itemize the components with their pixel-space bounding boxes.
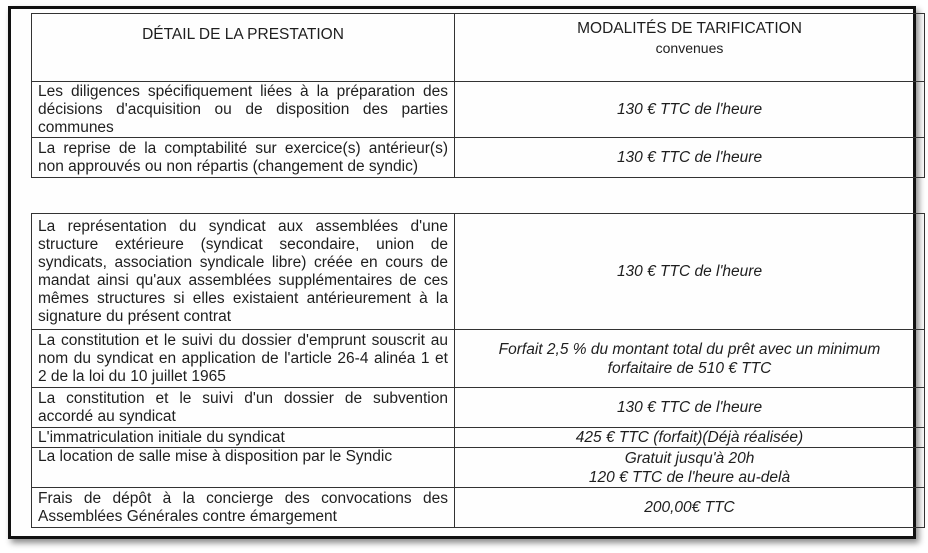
row-price: 200,00€ TTC <box>455 488 925 528</box>
pricing-table-top <box>31 13 925 178</box>
table-row <box>32 388 925 428</box>
table-row <box>32 138 925 178</box>
table-row <box>32 448 925 488</box>
row-description: L'immatriculation initiale du syndicat <box>32 428 455 448</box>
row-price: 425 € TTC (forfait)(Déjà réalisée) <box>455 428 925 448</box>
row-description: La constitution et le suivi d'un dossier de subvention accordé au syndicat <box>32 388 455 428</box>
table-row <box>32 330 925 388</box>
table-row <box>32 82 925 138</box>
document-frame <box>8 6 916 539</box>
row-price: 130 € TTC de l'heure <box>455 214 925 330</box>
table-row <box>32 428 925 448</box>
pricing-table-bottom <box>31 213 925 528</box>
row-price: 130 € TTC de l'heure <box>455 82 925 138</box>
header-modalites-tarification: MODALITÉS DE TARIFICATION convenues <box>455 14 925 82</box>
row-description: La reprise de la comptabilité sur exercice(s) antérieur(s) non approuvés ou non répartis (changement de syndic) <box>32 138 455 178</box>
table-header-row <box>32 14 925 82</box>
table-row <box>32 214 925 330</box>
row-price: Forfait 2,5 % du montant total du prêt avec un minimum forfaitaire de 510 € TTC <box>455 330 925 388</box>
row-price: 130 € TTC de l'heure <box>455 138 925 178</box>
row-price: 130 € TTC de l'heure <box>455 388 925 428</box>
row-description: Les diligences spécifiquement liées à la préparation des décisions d'acquisition ou de disposition des parties communes <box>32 82 455 138</box>
row-description: La représentation du syndicat aux assemblées d'une structure extérieure (syndicat secondaire, union de syndicats, association syndicale libre) créée en cours de mandat ainsi qu'aux assemblées supplémentaires de ces mêmes structures si elles existaient antérieurement à la signature du présent contrat <box>32 214 455 330</box>
row-price: Gratuit jusqu'à 20h 120 € TTC de l'heure au-delà <box>455 448 925 488</box>
table-row <box>32 488 925 528</box>
row-description: La constitution et le suivi du dossier d'emprunt souscrit au nom du syndicat en application de l'article 26-4 alinéa 1 et 2 de la loi du 10 juillet 1965 <box>32 330 455 388</box>
row-description: Frais de dépôt à la concierge des convocations des Assemblées Générales contre émargement <box>32 488 455 528</box>
row-description: La location de salle mise à disposition par le Syndic <box>32 448 455 488</box>
header-detail-prestation: DÉTAIL DE LA PRESTATION <box>32 14 455 82</box>
